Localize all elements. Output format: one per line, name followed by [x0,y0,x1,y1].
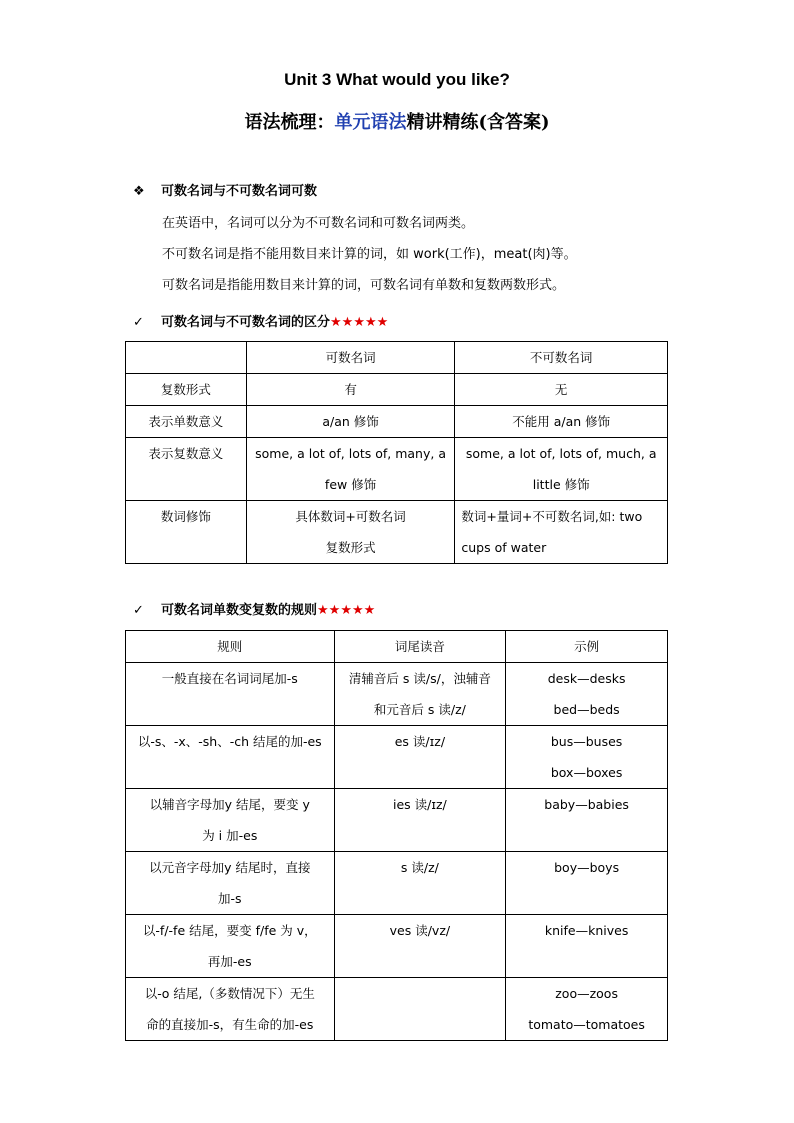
star-rating-icon: ★★★★★ [330,315,389,330]
cell-line: ies 读/ɪz/ [392,797,447,812]
cell-line: 以-o 结尾,（多数情况下）无生 [144,986,315,1001]
table-cell [126,663,335,726]
section-heading-text: 可数名词与不可数名词可数 [161,184,318,199]
table-row [126,915,668,978]
countable-uncountable-table [125,341,668,564]
table-cell [506,915,668,978]
table-cell: 数词修饰 [126,501,247,564]
table-cell [246,501,455,564]
cell-line [132,757,328,788]
cell-line: 一般直接在名词词尾加-s [161,671,298,686]
cell-line: some, a lot of, lots of, many, a [255,446,446,461]
table-cell [506,978,668,1041]
cell-line: 和元音后 s 读/z/ [373,702,466,717]
star-rating-icon: ★★★★★ [317,603,376,618]
subtitle-highlight: 单元语法 [334,112,407,133]
table-row [126,726,668,789]
cell-line [512,946,661,977]
table-cell: 有 [246,374,455,406]
table-row [126,406,668,438]
table-cell [126,789,335,852]
plural-rules-table [125,630,668,1041]
cell-line: tomato—tomatoes [528,1017,645,1032]
table-cell [126,915,335,978]
cell-line: bed—beds [553,702,620,717]
section-heading-text: 可数名词单数变复数的规则 [161,603,318,618]
table-cell [506,726,668,789]
cell-line: s 读/z/ [400,860,439,875]
cell-line: 以辅音字母加y 结尾，要变 y [149,797,310,812]
table-header-cell: 可数名词 [246,342,455,374]
table-cell [334,978,506,1041]
table-cell: 复数形式 [126,374,247,406]
table-cell [455,501,668,564]
cell-line [341,978,500,1009]
cell-line: 复数形式 [325,540,376,555]
table-cell: a/an 修饰 [246,406,455,438]
table-header-row [126,631,668,663]
cell-line [341,820,500,851]
cell-line: bus—buses [550,734,623,749]
table-header-cell: 不可数名词 [455,342,668,374]
section-heading-countable [133,180,317,199]
table-row [126,374,668,406]
table-cell [334,726,506,789]
table-cell [334,915,506,978]
cell-line: 具体数词+可数名词 [295,509,406,524]
table-row [126,501,668,564]
check-bullet-icon: ✓ [133,603,144,618]
cell-line: zoo—zoos [555,986,618,1001]
cell-line: 为 i 加-es [202,828,258,843]
page-title: Unit 3 What would you like? [284,70,510,89]
paragraph: 在英语中，名词可以分为不可数名词和可数名词两类。 [162,216,475,231]
cell-line: 加-s [218,891,242,906]
diamond-bullet-icon: ❖ [133,184,145,199]
table-cell [126,726,335,789]
subtitle-prefix: 语法梳理： [244,112,335,133]
table-row [126,789,668,852]
table-cell [334,663,506,726]
table-cell: 表示单数意义 [126,406,247,438]
cell-line [512,883,661,914]
cell-line: desk—desks [547,671,626,686]
cell-line: 以元音字母加y 结尾时，直接 [149,860,311,875]
cell-line: 再加-es [207,954,252,969]
table-cell [506,852,668,915]
cell-line: some, a lot of, lots of, much, a [465,446,657,461]
cell-line [341,1009,500,1040]
cell-line: boy—boys [554,860,620,875]
table-cell [246,438,455,501]
table-row [126,663,668,726]
cell-line: 以-f/-fe 结尾，要变 f/fe 为 v， [142,923,317,938]
cell-line: baby—babies [544,797,629,812]
table-cell [455,438,668,501]
cell-line: 以-s、-x、-sh、-ch 结尾的加-es [137,734,322,749]
cell-line [132,694,328,725]
table-cell: 不能用 a/an 修饰 [455,406,668,438]
section-heading-plural-rules [133,599,375,618]
page-subtitle [0,108,794,134]
table-cell [334,852,506,915]
table-cell: 表示复数意义 [126,438,247,501]
cell-line [341,757,500,788]
cell-line: cups of water [461,540,547,555]
cell-line: little 修饰 [532,477,590,492]
table-header-cell [126,342,247,374]
table-header-cell: 示例 [506,631,668,663]
cell-line [512,820,661,851]
cell-line: 清辅音后 s 读/s/，浊辅音 [348,671,491,686]
subtitle-suffix: 精讲精练(含答案) [406,112,550,133]
cell-line: box—boxes [550,765,623,780]
table-cell: 无 [455,374,668,406]
cell-line: knife—knives [544,923,629,938]
paragraph: 可数名词是指能用数目来计算的词，可数名词有单数和复数两数形式。 [162,278,566,293]
cell-line: 数词+量词+不可数名词,如: two [461,509,643,524]
table-cell [126,852,335,915]
cell-line: ves 读/vz/ [389,923,451,938]
cell-line [341,883,500,914]
check-bullet-icon: ✓ [133,315,144,330]
table-header-cell: 规则 [126,631,335,663]
cell-line: 命的直接加-s，有生命的加-es [146,1017,314,1032]
section-heading-text: 可数名词与不可数名词的区分 [161,315,331,330]
table-cell [506,789,668,852]
table-row [126,978,668,1041]
table-header-cell: 词尾读音 [334,631,506,663]
table-row [126,438,668,501]
table-header-row [126,342,668,374]
section-heading-distinction [133,311,388,330]
cell-line: es 读/ɪz/ [394,734,446,749]
table-cell [334,789,506,852]
table-cell [506,663,668,726]
table-row [126,852,668,915]
table-cell [126,978,335,1041]
paragraph: 不可数名词是指不能用数目来计算的词，如 work(工作)，meat(肉)等。 [162,247,577,262]
cell-line [341,946,500,977]
cell-line: few 修饰 [324,477,377,492]
